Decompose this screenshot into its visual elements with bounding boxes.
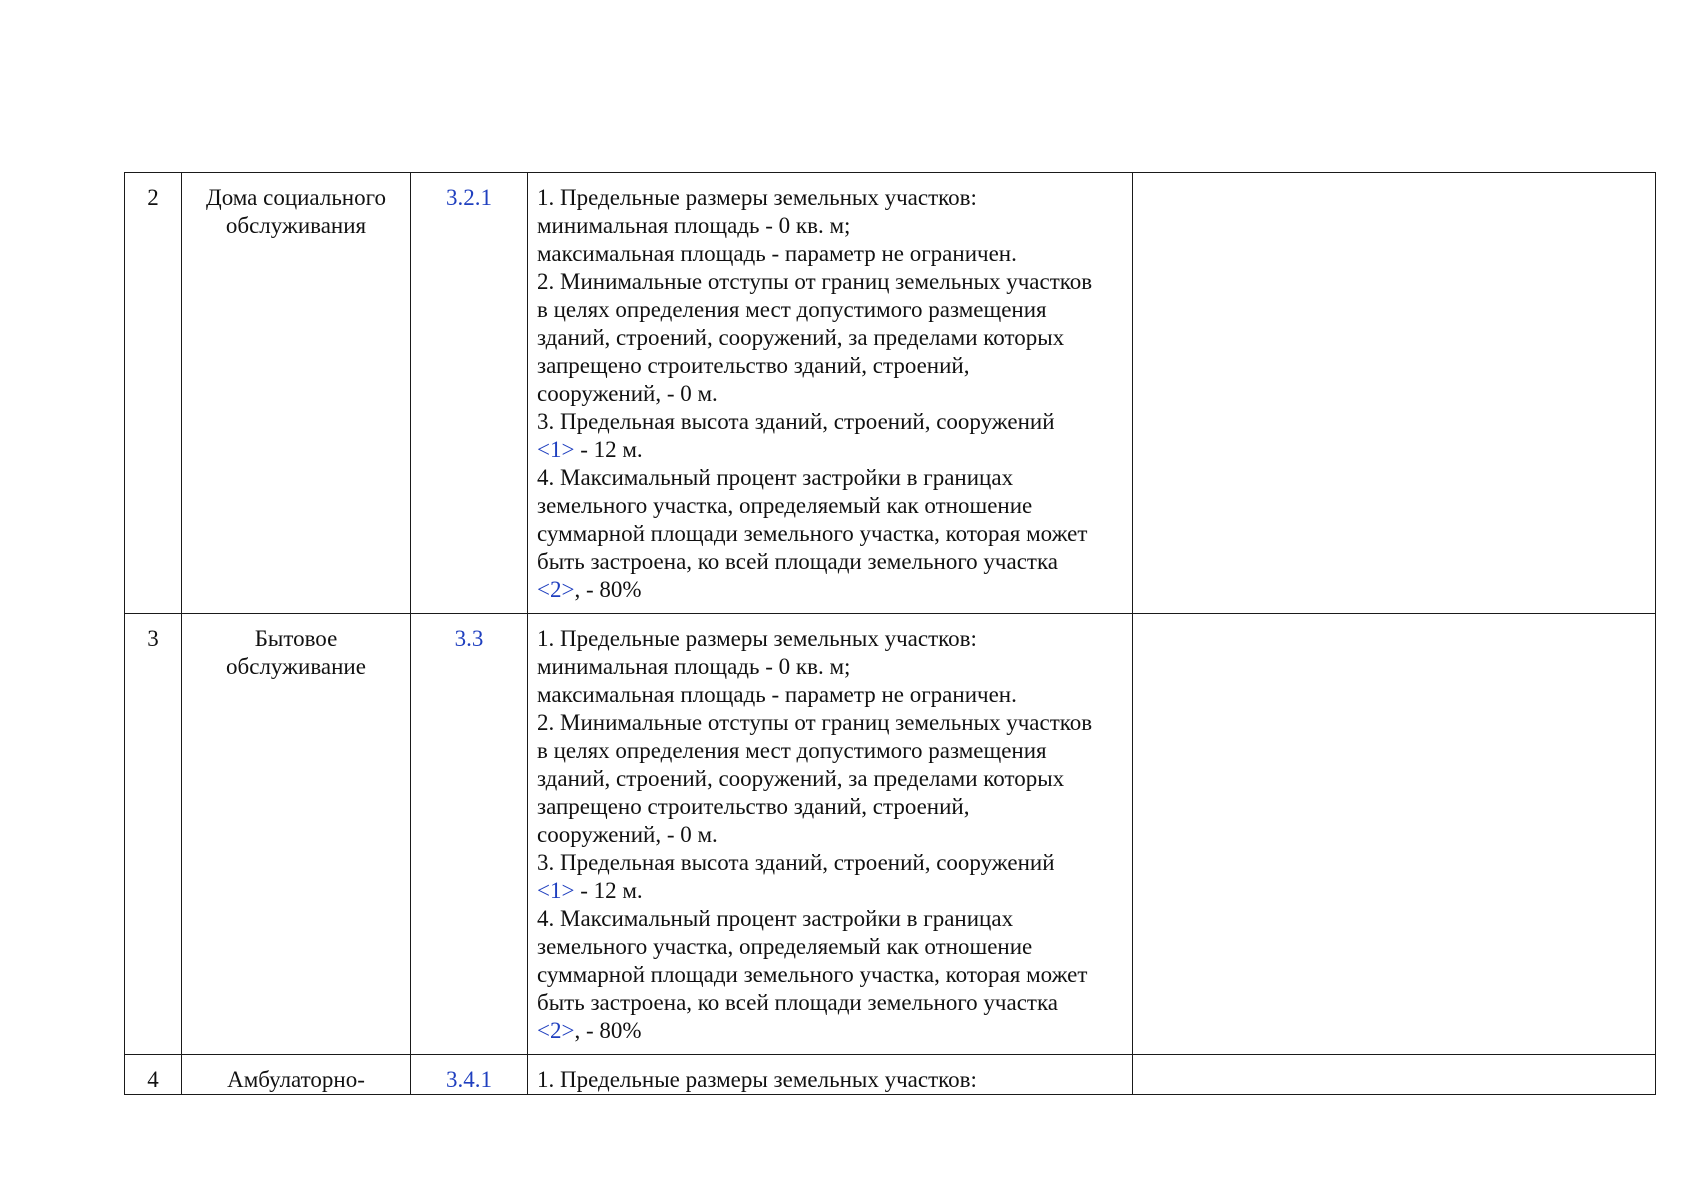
row-number: 4: [125, 1055, 182, 1095]
param-line: сооружений, - 0 м.: [537, 822, 718, 847]
footnote-tail: - 12 м.: [574, 437, 643, 462]
param-line: в целях определения мест допустимого размещения: [537, 738, 1047, 763]
param-line: сооружений, - 0 м.: [537, 381, 718, 406]
param-line: зданий, строений, сооружений, за пределами которых: [537, 325, 1065, 350]
name-line: Амбулаторно-: [227, 1067, 365, 1092]
param-line: земельного участка, определяемый как отношение: [537, 934, 1033, 959]
table-row: [125, 614, 1656, 1055]
use-type-name: [182, 1055, 411, 1095]
parameters-cell: [528, 173, 1133, 614]
classifier-code-link[interactable]: 3.4.1: [446, 1067, 492, 1092]
footnote-tail: , - 80%: [574, 577, 642, 602]
footnote-link-2[interactable]: <2>: [537, 1018, 575, 1043]
param-line: 3. Предельная высота зданий, строений, сооружений: [537, 409, 1055, 434]
footnote-link-1[interactable]: <1>: [537, 878, 575, 903]
param-line: минимальная площадь - 0 кв. м;: [537, 213, 851, 238]
param-line: максимальная площадь - параметр не ограничен.: [537, 241, 1017, 266]
footnote-tail: - 12 м.: [574, 878, 643, 903]
param-line: 2. Минимальные отступы от границ земельных участков: [537, 710, 1093, 735]
param-line: быть застроена, ко всей площади земельного участка: [537, 990, 1059, 1015]
param-line: [537, 576, 1123, 604]
table-row: [125, 1055, 1656, 1095]
table-row: [125, 173, 1656, 614]
param-line: земельного участка, определяемый как отношение: [537, 493, 1033, 518]
parameters-cell: [528, 614, 1133, 1055]
param-line: максимальная площадь - параметр не ограничен.: [537, 682, 1017, 707]
param-line: суммарной площади земельного участка, которая может: [537, 962, 1088, 987]
classifier-code-link[interactable]: 3.3: [454, 626, 484, 651]
param-line: 1. Предельные размеры земельных участков:: [537, 185, 977, 210]
param-line: 3. Предельная высота зданий, строений, сооружений: [537, 850, 1055, 875]
footnote-link-1[interactable]: <1>: [537, 437, 575, 462]
name-line: Дома социального: [206, 185, 386, 210]
param-line: 1. Предельные размеры земельных участков:: [537, 626, 977, 651]
param-line: зданий, строений, сооружений, за пределами которых: [537, 766, 1065, 791]
param-line: 2. Минимальные отступы от границ земельных участков: [537, 269, 1093, 294]
use-type-name: [182, 173, 411, 614]
parameters-cell: [528, 1055, 1133, 1095]
footnote-tail: , - 80%: [574, 1018, 642, 1043]
row-number: 2: [125, 173, 182, 614]
classifier-code-cell: [411, 614, 528, 1055]
name-line: обслуживание: [226, 654, 366, 679]
classifier-code-cell: [411, 173, 528, 614]
empty-cell: [1133, 1055, 1656, 1095]
param-line: запрещено строительство зданий, строений,: [537, 794, 970, 819]
param-line: [537, 436, 1123, 464]
param-line: суммарной площади земельного участка, которая может: [537, 521, 1088, 546]
name-line: обслуживания: [225, 213, 367, 238]
param-line: 4. Максимальный процент застройки в границах: [537, 906, 1014, 931]
param-line: 4. Максимальный процент застройки в границах: [537, 465, 1014, 490]
empty-cell: [1133, 173, 1656, 614]
land-use-parameters-table: [124, 172, 1656, 1095]
param-line: минимальная площадь - 0 кв. м;: [537, 654, 851, 679]
name-line: Бытовое: [254, 626, 338, 651]
use-type-name: [182, 614, 411, 1055]
empty-cell: [1133, 614, 1656, 1055]
param-line: 1. Предельные размеры земельных участков:: [537, 1067, 977, 1092]
footnote-link-2[interactable]: <2>: [537, 577, 575, 602]
param-line: быть застроена, ко всей площади земельного участка: [537, 549, 1059, 574]
param-line: [537, 1017, 1123, 1045]
classifier-code-link[interactable]: 3.2.1: [446, 185, 492, 210]
param-line: в целях определения мест допустимого размещения: [537, 297, 1047, 322]
classifier-code-cell: [411, 1055, 528, 1095]
param-line: [537, 877, 1123, 905]
row-number: 3: [125, 614, 182, 1055]
param-line: запрещено строительство зданий, строений,: [537, 353, 970, 378]
